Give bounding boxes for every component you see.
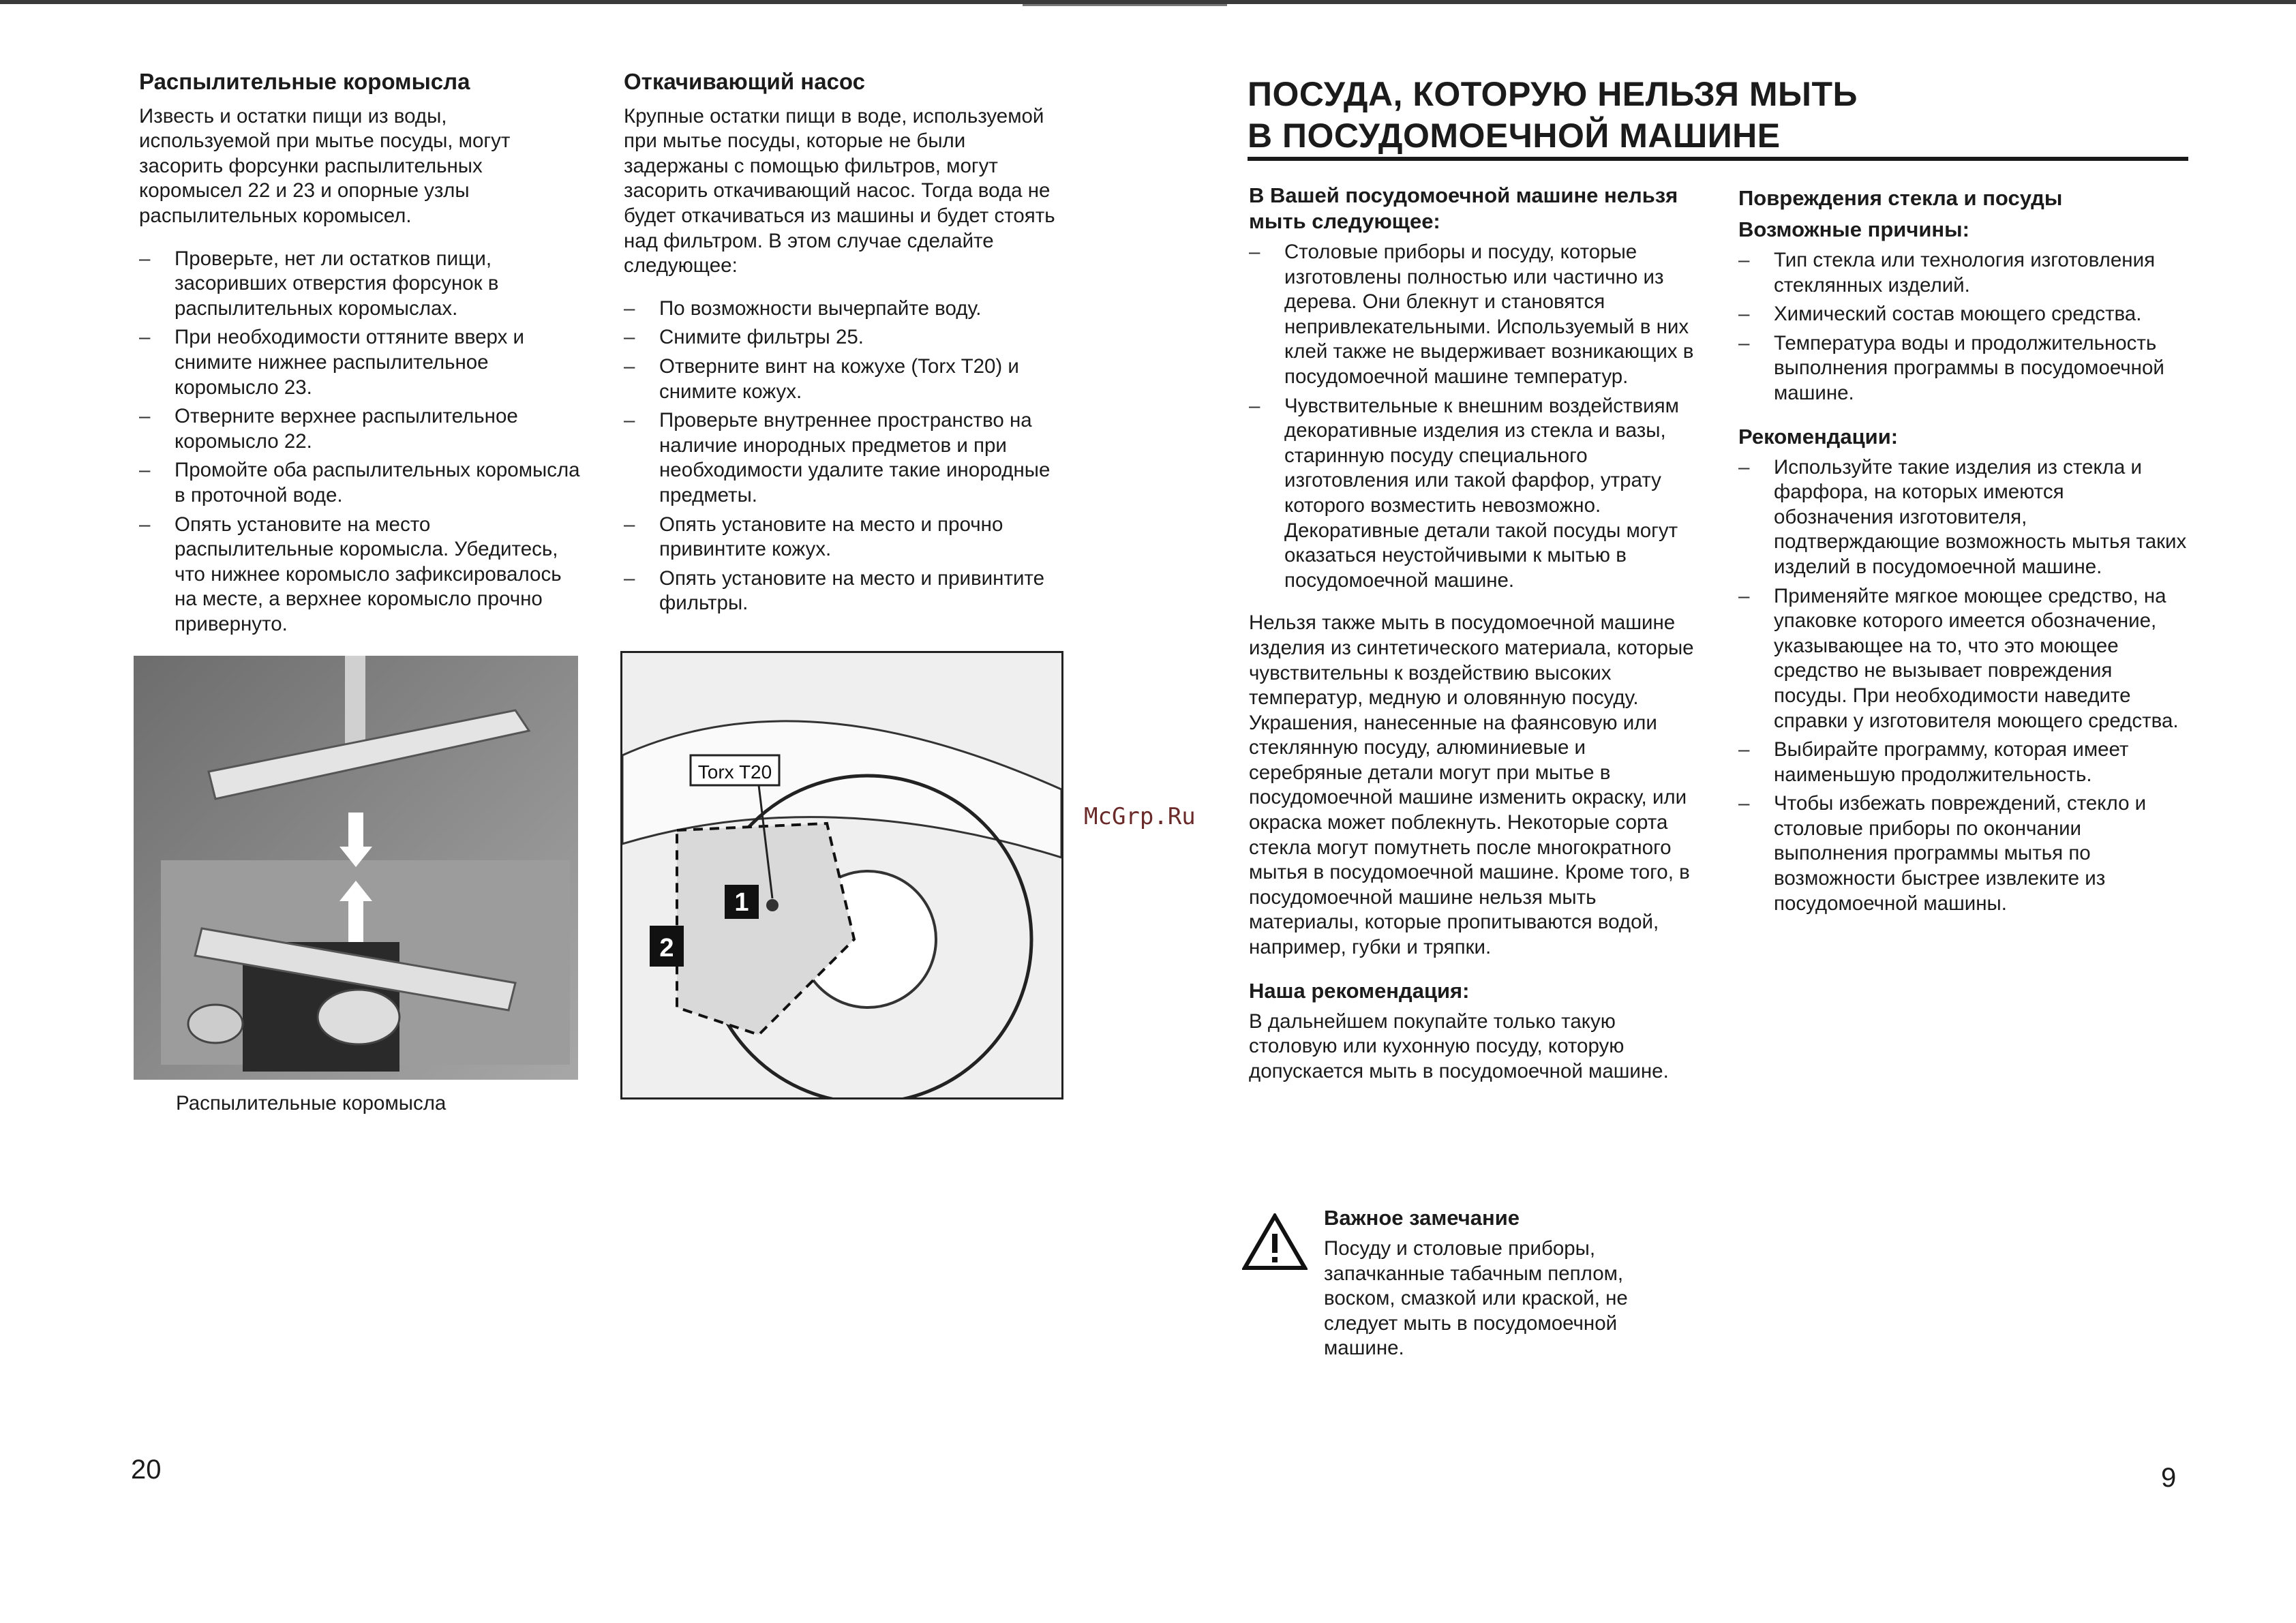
list-item: – Отверните винт на кожухе (Torx T20) и снимите кожух. xyxy=(624,354,1072,404)
glass-damage-heading: Повреждения стекла и посуды xyxy=(1738,186,2063,210)
pump-intro: Крупные остатки пищи в воде, используемой при мытье посуды, которые не были задержаны с помощью фильтров, могут засорить откачивающий насос. Тогда вода не будет откачиваться из машины и будет стоять над фильтром. В этом случае сделайте следующее: xyxy=(624,104,1055,277)
title-rule xyxy=(1248,157,2188,161)
arrow-1-label: 1 xyxy=(734,888,749,917)
not-washable-heading: В Вашей посудомоечной машине нельзя мыть следующее: xyxy=(1249,183,1678,233)
list-item: – Применяйте мягкое моющее средство, на упаковке которого имеется обозначение, указывающее на то, что это моющее средство не вызывает повреждения посуды. При необходимости наведите справки у изготовителя моющего средства. xyxy=(1738,584,2188,734)
causes-heading: Возможные причины: xyxy=(1738,217,1969,241)
spray-arms-illustration xyxy=(134,656,578,1080)
list-item: – При необходимости оттяните вверх и снимите нижнее распылительное коромысло 23. xyxy=(139,325,584,400)
recommendation-text: В дальнейшем покупайте только такую столовую или кухонную посуду, которую допускается мыть в посудомоечной машине. xyxy=(1249,1010,1669,1082)
right-page-number: 9 xyxy=(2161,1463,2177,1493)
page-title-line-1: ПОСУДА, КОТОРУЮ НЕЛЬЗЯ МЫТЬ xyxy=(1248,75,1858,113)
spray-arms-steps xyxy=(139,247,584,637)
pump-cover-drawing xyxy=(620,651,1063,1099)
causes-list xyxy=(1738,248,2188,406)
left-page-number: 20 xyxy=(131,1455,162,1485)
pump-steps xyxy=(624,297,1072,616)
important-note-heading: Важное замечание xyxy=(1324,1206,1520,1230)
torx-label: Torx T20 xyxy=(697,761,772,783)
list-item: – Чувствительные к внешним воздействиям декоративные изделия из стекла и вазы, старинную посуду специального изготовления или такой фарфор, утрату которого возместить невозможно. Декоративные детали такой посуды могут оказаться неустойчивыми к мытью в посудомоечной машине. xyxy=(1249,394,1699,594)
left-col-2 xyxy=(624,70,1072,634)
list-item: – Температура воды и продолжительность выполнения программы в посудомоечной машине. xyxy=(1738,331,2188,406)
spray-arms-heading: Распылительные коромысла xyxy=(139,69,470,94)
list-item: – Чтобы избежать повреждений, стекло и столовые приборы по окончании выполнения программы мытья по возможности быстрее извлеките из посудомоечной машины. xyxy=(1738,791,2188,916)
list-item: – Отверните верхнее распылительное коромысло 22. xyxy=(139,404,584,454)
spray-arms-intro: Известь и остатки пищи из воды, используемой при мытье посуды, могут засорить форсунки распылительных коромысел 22 и 23 и опорные узлы распылительных коромысел. xyxy=(139,104,511,227)
list-item: – Проверьте внутреннее пространство на наличие инородных предметов и при необходимости удалите такие инородные предметы. xyxy=(624,408,1072,508)
list-item: – Выбирайте программу, которая имеет наименьшую продолжительность. xyxy=(1738,738,2188,787)
list-item: – Используйте такие изделия из стекла и фарфора, на которых имеются обозначения изготовителя, подтверждающие возможность мытья таких изделий в посудомоечной машине. xyxy=(1738,455,2188,580)
pump-illustration xyxy=(622,653,1061,1097)
page-title xyxy=(1248,74,2188,157)
list-item: – Тип стекла или технология изготовления стеклянных изделий. xyxy=(1738,248,2188,298)
recommendation-heading: Наша рекомендация: xyxy=(1249,978,1470,1003)
recs-list xyxy=(1738,455,2188,917)
list-item: – Опять установите на место и привинтите фильтры. xyxy=(624,566,1072,616)
top-scan-line-2 xyxy=(1023,4,1227,6)
right-col-1 xyxy=(1249,183,1699,1102)
recs-heading: Рекомендации: xyxy=(1738,424,1899,449)
important-note-text: Посуду и столовые приборы, запачканные табачным пеплом, воском, смазкой или краской, не следует мыть в посудомоечной машине. xyxy=(1324,1237,1628,1360)
warning-icon xyxy=(1242,1213,1308,1271)
page-title-line-2: В ПОСУДОМОЕЧНОЙ МАШИНЕ xyxy=(1248,117,1781,155)
list-item: – Промойте оба распылительных коромысла в проточной воде. xyxy=(139,458,584,508)
list-item: – Снимите фильтры 25. xyxy=(624,325,1072,350)
list-item: – Столовые приборы и посуду, которые изготовлены полностью или частично из дерева. Они блекнут и становятся непривлекательными. Используемый в них клей также не выдерживает возникающих в посудомоечной машине температур. xyxy=(1249,240,1699,390)
important-note xyxy=(1324,1205,1699,1379)
not-washable-paragraph: Нельзя также мыть в посудомоечной машине изделия из синтетического материала, которые чувствительны к воздействию высоких температур, медную и оловянную посуду. Украшения, нанесенные на фаянсовую или стеклянную посуду, алюминиевые и серебряные детали могут при мытье в посудомоечной машине изменить окраску, или окраска может поблекнуть. Некоторые сорта стекла могут помутнеть после многократного мытья в посудомоечной машине. Кроме того, в посудомоечной машине нельзя мыть материалы, которые пропитываются водой, например, губки и тряпки. xyxy=(1249,611,1694,959)
list-item: – Опять установите на место распылительные коромысла. Убедитесь, что нижнее коромысло зафиксировалось на месте, а верхнее коромысло прочно привернуто. xyxy=(139,513,584,637)
list-item: – Проверьте, нет ли остатков пищи, засоривших отверстия форсунок в распылительных коромыслах. xyxy=(139,247,584,322)
right-col-2 xyxy=(1738,185,2188,934)
arrow-2-label: 2 xyxy=(659,934,674,962)
pump-heading: Откачивающий насос xyxy=(624,69,866,94)
list-item: – По возможности вычерпайте воду. xyxy=(624,297,1072,322)
not-washable-list xyxy=(1249,240,1699,593)
list-item: – Химический состав моющего средства. xyxy=(1738,302,2188,327)
left-col-1 xyxy=(139,70,584,654)
list-item: – Опять установите на место и прочно привинтите кожух. xyxy=(624,513,1072,562)
watermark: McGrp.Ru xyxy=(1084,803,1196,830)
spray-arms-photo xyxy=(134,656,578,1080)
spray-arms-caption: Распылительные коромысла xyxy=(176,1092,447,1114)
